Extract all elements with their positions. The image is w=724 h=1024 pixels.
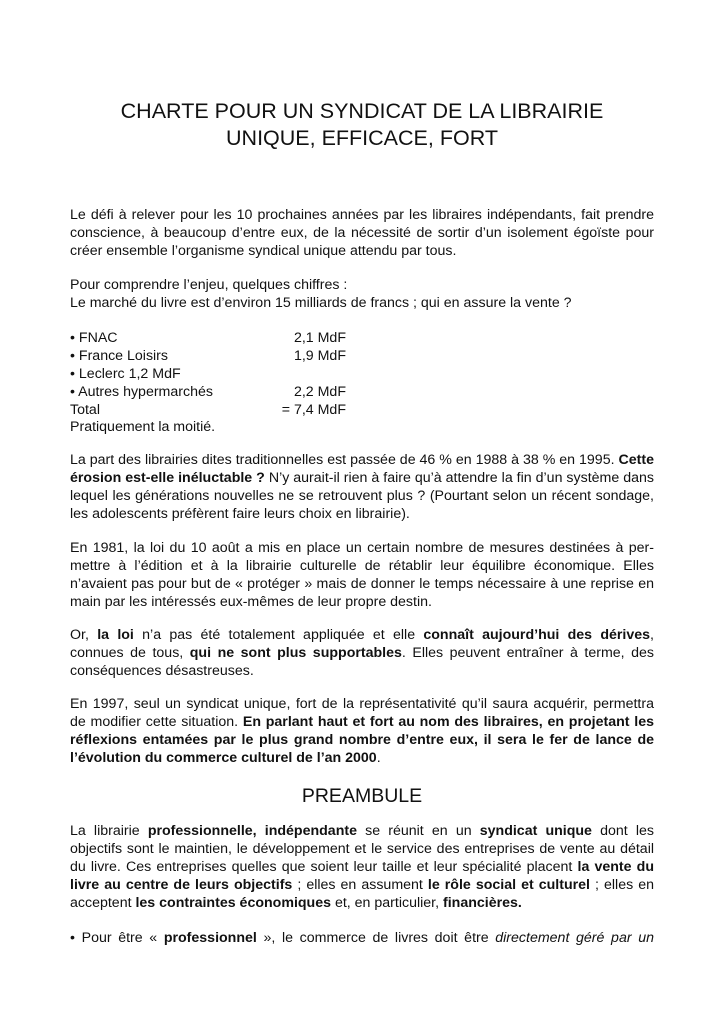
p1997-text-a: En 1997, seul un syndicat unique, fort de la représentativité qu’il saura acquérir, permettra de modifier cette situation. [70,696,654,730]
figure-row [70,384,370,402]
intro-paragraph: Le défi à relever pour les 10 prochaines années par les libraires indépendants, fait prendre conscience, à beaucoup d’entre eux, de la nécessité de sortir d’un isolement égoïste pour créer ensemble l’organisme syndical unique attendu par tous. [70,207,654,259]
figure-label: • Autres hypermarchés [70,383,213,400]
pre-text-k: et, en particulier, [331,894,443,911]
figure-row [70,330,370,348]
last-text-c: », le commerce de livres doit être [256,930,496,946]
loi-text-c: n’a pas été totalement appliquée et elle [133,627,424,643]
figure-label: Pratiquement la moitié. [70,419,216,436]
professional-bullet [70,930,654,948]
figure-row [70,348,370,366]
preambule-heading: PREAMBULE [301,785,423,807]
figure-value: = 7,4 MdF [281,401,346,418]
pre-text-c: se réunit en un [356,823,480,839]
pre-text-bold-4: le rôle social et culturel [427,876,590,893]
last-text-a: • Pour être « [70,930,164,946]
figure-value: 2,1 MdF [293,330,346,346]
share-text-c: N’y aurait-il rien à faire qu’à attendre la fin d’un système dans lequel les générations nouvelles ne se retrouvent plus ? (Pourtant selon un récent sondage, les adolescents préfèrent faire leurs choix en librairie). [70,469,654,522]
last-text-italic: directement géré par un [495,930,654,946]
figures-intro [70,277,654,313]
share-paragraph [70,452,654,524]
loi-text-a: Or, [70,627,98,643]
loi-text-bold-3: qui ne sont plus supportables [189,644,402,661]
preambule-paragraph [70,823,654,913]
pre-text-bold-5: les contraintes économiques [135,894,331,911]
figure-row [70,419,370,437]
loi-text-g: . Elles peuvent entraîner à terme, des conséquences désastreuses. [70,644,654,679]
figure-label: Total [70,401,100,418]
figure-label: • FNAC [70,330,118,346]
pre-text-bold-3: la vente du livre au centre de leurs objectifs [70,858,654,893]
loi-text-bold-1: la loi [97,627,134,643]
figure-value: 2,2 MdF [293,383,346,400]
title-line-1: CHARTE POUR UN SYNDICAT DE LA LIBRAIRIE [120,99,604,123]
figures-intro-line-1: Pour comprendre l’enjeu, quelques chiffres : [70,277,348,293]
pre-text-a: La librairie [70,823,148,839]
pre-text-e: dont les objectifs sont le maintien, le développement et le service des entreprises de vente au détail du livre. Ces entreprises quelles que soient leur taille et leur spécialité placent [70,823,654,875]
p1997-text-bold: En parlant haut et fort au nom des libraires, en projetant les réflexions entamées par le plus grand nombre d’entre eux, il sera le fer de lance de l’évolution du commerce culturel de l’an 2000 [70,713,654,766]
law-drift-paragraph [70,627,654,681]
title-line-2: UNIQUE, EFFICACE, FORT [226,126,498,150]
last-text-bold: professionnel [163,930,257,946]
document-title [70,98,654,152]
sales-figures-list [70,330,370,437]
figure-label: • France Loisirs [70,347,169,364]
figure-row [70,366,370,384]
law-1981-paragraph: En 1981, la loi du 10 août a mis en place un certain nombre de mesures destinées à permettre à l’édition et à la librairie culturelle de rétablir leur équilibre économique. Elles n’avaient pas pour but de « protéger » mais de donner le temps nécessaire à une reprise en main par les intéressés eux-mêmes de leur propre destin. [70,540,654,610]
figure-row [70,402,370,420]
figure-label: • Leclerc 1,2 MdF [70,365,181,382]
syndicate-1997-paragraph [70,696,654,768]
pre-text-bold-2: syndicat unique [479,823,592,839]
p1997-text-c: . [376,749,381,766]
pre-text-g: ; elles en assument [292,876,428,893]
pre-text-bold-6: financières. [442,894,522,911]
loi-text-e: , connues de tous, [70,627,654,661]
share-text-a: La part des librairies dites traditionnelles est passée de 46 % en 1988 à 38 % en 1995. [70,452,615,468]
loi-text-bold-2: connaît aujourd’hui des dérives [423,627,651,643]
pre-text-i: ; elles en acceptent [70,876,654,911]
figure-value: 1,9 MdF [293,347,346,364]
figures-intro-line-2: Le marché du livre est d’environ 15 milliards de francs ; qui en assure la vente ? [70,294,572,311]
share-text-bold: Cette érosion est-elle inéluctable ? [70,452,654,486]
pre-text-bold-1: professionnelle, indépendante [147,823,357,839]
